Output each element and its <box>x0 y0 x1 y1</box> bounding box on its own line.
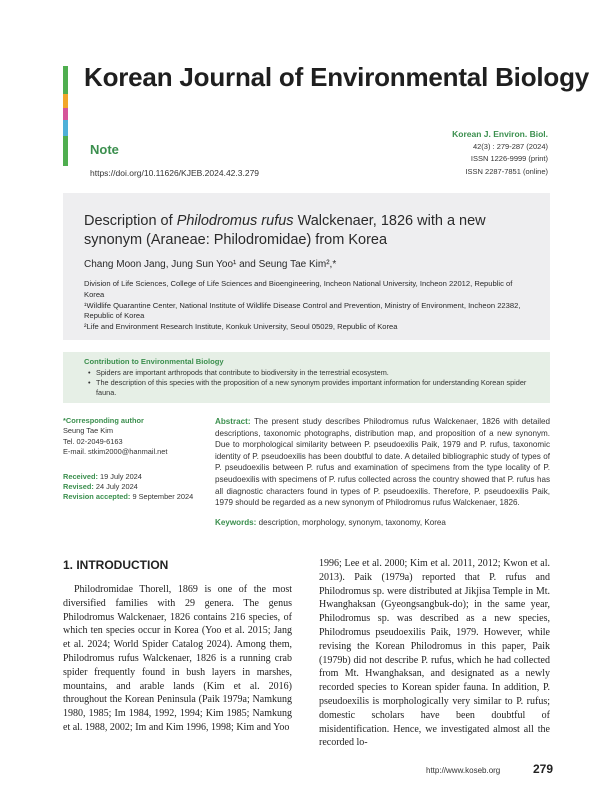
corresponding-author-email[interactable]: E-mail. stkim2000@hanmail.net <box>63 447 168 457</box>
accepted-label: Revision accepted: <box>63 492 131 502</box>
contribution-item: • The description of this species with the proposition of a new synonym provides important information for understanding Korean spider fauna. <box>88 378 540 398</box>
accepted-value: 9 September 2024 <box>132 492 194 502</box>
revised-date <box>63 482 203 492</box>
accepted-date <box>63 492 203 502</box>
journal-meta <box>452 128 548 178</box>
corresponding-author-label: *Corresponding author <box>63 416 144 425</box>
revised-label: Revised: <box>63 482 94 492</box>
received-label: Received: <box>63 471 98 481</box>
journal-color-bar <box>63 66 68 166</box>
contribution-title: Contribution to Environmental Biology <box>84 357 224 366</box>
footer-url[interactable]: http://www.koseb.org <box>426 766 501 775</box>
color-bar-segment <box>63 66 68 94</box>
keywords-label: Keywords: <box>215 518 257 527</box>
color-bar-segment <box>63 136 68 166</box>
contribution-list <box>88 368 540 398</box>
title-prefix: Description of <box>84 213 177 229</box>
corresponding-author-name: Seung Tae Kim <box>63 426 113 436</box>
color-bar-segment <box>63 120 68 136</box>
title-species: Philodromus rufus <box>176 213 294 229</box>
keywords <box>215 518 550 527</box>
issn-online: ISSN 2287-7851 (online) <box>465 166 548 176</box>
affiliation: ²Life and Environment Research Institute, Konkuk University, Seoul 05029, Republic of Korea <box>84 322 398 332</box>
body-text-right-column: 1996; Lee et al. 2000; Kim et al. 2011, 2012; Kwon et al. 2013). Paik (1979a) reported that P. rufus and Philodromus sp. were distributed at Jikjisa Temple in Mt. Hwanghaksan (Gyeongsangbuk-do); in the same year, Philodromus sp. was described as a new species, Philodromus pseudoexilis Paik, 1979. However, while revising the Korean Philodromus in this paper, Paik (1979b) did not describe P. rufus, which he had collected from Mt. Hwanghaksan, and designated as a newly recorded species to Korean spider fauna. In addition, P. pseudoexilis is morphologically very similar to P. rufus; domestic scholars have been doubtful of misidentification. Hence, we investigated almost all the recorded lo- <box>319 558 550 749</box>
journal-abbreviation: Korean J. Environ. Biol. <box>452 129 548 139</box>
issn-print: ISSN 1226-9999 (print) <box>470 154 548 163</box>
revised-value: 24 July 2024 <box>95 482 138 492</box>
abstract-text: The present study describes Philodromus rufus Walckenaer, 1826 with detailed descriptions, taxonomic photographs, distribution map, and proposition of a new synonym. Due to morphological similarity between P. pseudoexilis Paik, 1979 and P. rufus, taxonomic identity of P. pseudoexilis has been doubtful to date. A detailed bibliographic study of types of P. pseudoexilis between P. rufus and examination of specimens from the type locality of P. pseudoexilis with specimens of P. rufus collected across the country showed that P. rufus has all diagnostic characters found in types of P. pseudoexilis. Therefore, P. pseudoexilis Paik, 1979 should be regarded as a new synonym of Philodromus rufus Walckenaer, 1826. <box>215 417 550 508</box>
received-date <box>63 472 203 482</box>
affiliation: Division of Life Sciences, College of Life Sciences and Bioengineering, Incheon National University, Incheon 22012, Republic of Korea <box>84 279 513 299</box>
color-bar-segment <box>63 94 68 108</box>
journal-title: Korean Journal of Environmental Biology <box>84 62 590 92</box>
page-number: 279 <box>533 762 554 776</box>
article-title <box>84 212 524 250</box>
body-text-left-column: Philodromidae Thorell, 1869 is one of the most diversified families with 29 genera. The genus Philodromus Walckenaer, 1826 contains 216 species, of which ten species occur in Korea (Yoo et al. 2015; Jang et al. 2024; World Spider Catalog 2024). Among them, Philodromus rufus Walckenaer, 1826 is a running crab spider frequently found in bush layers in marshes, mountains, and arable lands (Kim et al. 2016) throughout the Korean Peninsula (Paik 1979a; Namkung 1980, 1985; Im 1984, 1992, 1994; Kim 1985; Namkung et al. 1988, 2002; Im and Kim 1996, 1998; Kim and Yoo <box>63 584 292 733</box>
article-dates <box>63 472 203 503</box>
doi-link[interactable]: https://doi.org/10.11626/KJEB.2024.42.3.279 <box>90 168 260 178</box>
abstract <box>215 416 550 509</box>
author-list: Chang Moon Jang, Jung Sun Yoo¹ and Seung Tae Kim²,* <box>84 259 337 270</box>
contribution-item: • Spiders are important arthropods that contribute to biodiversity in the terrestrial ecosystem. <box>88 368 540 378</box>
corresponding-author-tel: Tel. 02-2049-6163 <box>63 436 123 446</box>
volume-info: 42(3) : 279-287 (2024) <box>472 141 548 151</box>
article-type-label: Note <box>90 142 119 157</box>
abstract-label: Abstract: <box>215 417 251 426</box>
received-value: 19 July 2024 <box>99 471 142 481</box>
color-bar-segment <box>63 108 68 120</box>
affiliations <box>84 279 524 333</box>
correspondence-block <box>63 416 203 503</box>
keywords-text: description, morphology, synonym, taxonomy, Korea <box>258 518 446 527</box>
title-suffix: Walckenaer, 1826 with a new synonym (Araneae: Philodromidae) from Korea <box>84 213 486 248</box>
affiliation: ¹Wildlife Quarantine Center, National Institute of Wildlife Disease Control and Prevention, Ministry of Environment, Incheon 22382, Republic of Korea <box>84 300 521 321</box>
section-heading: 1. INTRODUCTION <box>63 558 169 572</box>
